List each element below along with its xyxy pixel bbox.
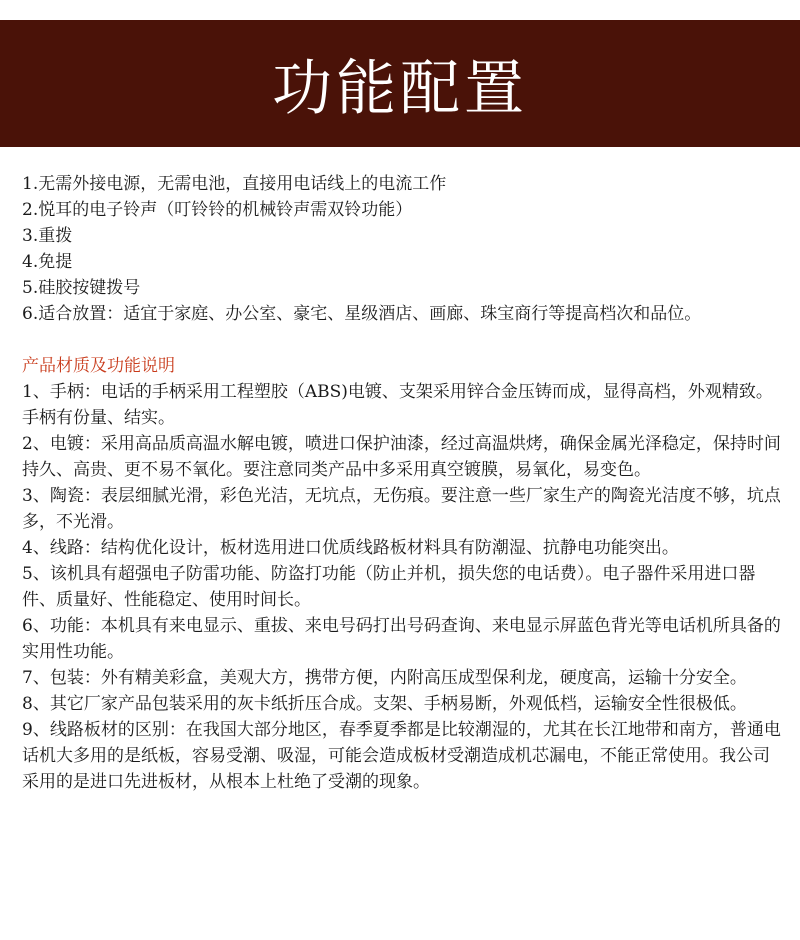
feature-item: 3.重拨 [22,226,73,246]
materials-list [22,379,784,795]
material-item: 1、手柄：电话的手柄采用工程塑胶（ABS)电镀、支架采用锌合金压铸而成，显得高档，外观精致。手柄有份量、结实。 [22,382,773,428]
materials-heading: 产品材质及功能说明 [22,356,175,376]
material-item: 3、陶瓷：表层细腻光滑，彩色光洁，无坑点，无伤痕。要注意一些厂家生产的陶瓷光洁度不够，坑点多，不光滑。 [22,486,781,532]
feature-item: 1.无需外接电源，无需电池，直接用电话线上的电流工作 [22,174,447,194]
feature-item: 2.悦耳的电子铃声（叮铃铃的机械铃声需双铃功能） [22,200,413,220]
material-item: 6、功能：本机具有来电显示、重拔、来电号码打出号码查询、来电显示屏蓝色背光等电话机所具备的实用性功能。 [22,616,781,662]
feature-item: 4.免提 [22,252,73,272]
content-body [22,171,784,795]
material-item: 9、线路板材的区别：在我国大部分地区，春季夏季都是比较潮湿的，尤其在长江地带和南方，普通电话机大多用的是纸板，容易受潮、吸湿，可能会造成板材受潮造成机芯漏电，不能正常使用。我公司采用的是进口先进板材，从根本上杜绝了受潮的现象。 [22,720,781,792]
material-item: 4、线路：结构优化设计，板材选用进口优质线路板材料具有防潮湿、抗静电功能突出。 [22,538,679,558]
material-item: 5、该机具有超强电子防雷功能、防盗打功能（防止并机，损失您的电话费）。电子器件采用进口器件、质量好、性能稳定、使用时间长。 [22,564,756,610]
page-title: 功能配置 [272,53,528,124]
feature-item: 5.硅胶按键拨号 [22,278,141,298]
feature-list [22,171,784,327]
material-item: 2、电镀：采用高品质高温水解电镀，喷进口保护油漆，经过高温烘烤，确保金属光泽稳定，保持时间持久、高贵、更不易不氧化。要注意同类产品中多采用真空镀膜，易氧化，易变色。 [22,434,781,480]
material-item: 8、其它厂家产品包装采用的灰卡纸折压合成。支架、手柄易断，外观低档，运输安全性很极低。 [22,694,747,714]
feature-item: 6.适合放置：适宜于家庭、办公室、豪宅、星级酒店、画廊、珠宝商行等提高档次和品位。 [22,304,702,324]
title-banner [0,20,800,147]
material-item: 7、包装：外有精美彩盒，美观大方，携带方便，内附高压成型保利龙，硬度高，运输十分安全。 [22,668,747,688]
